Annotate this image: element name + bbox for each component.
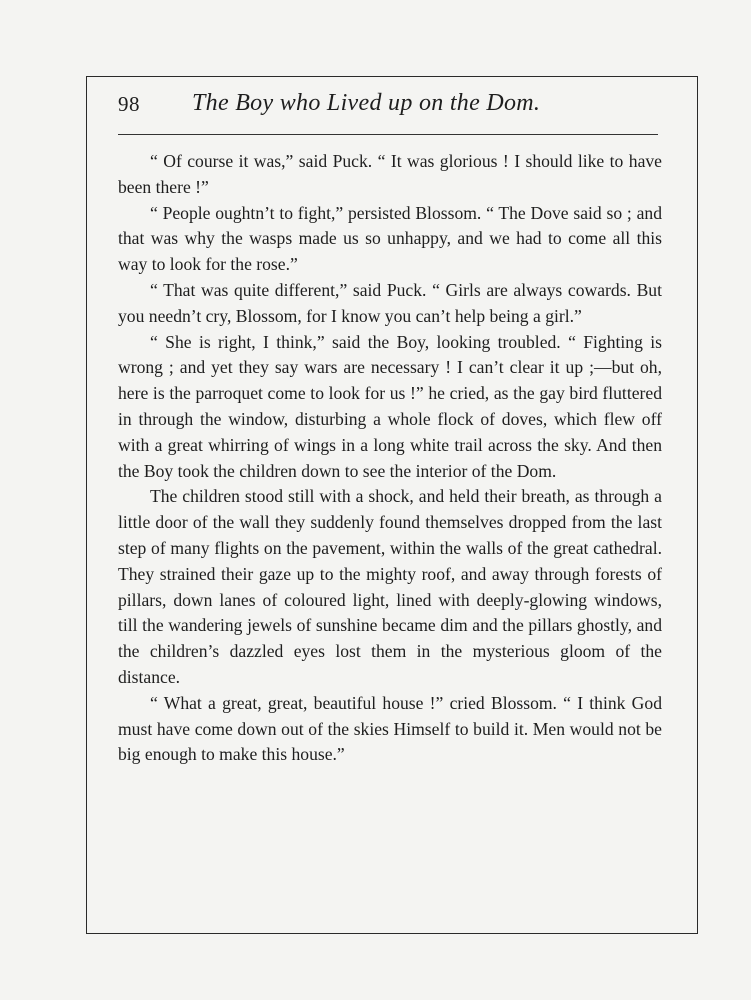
paragraph: “ People oughtn’t to fight,” persisted Blossom. “ The Dove said so ; and that was why the wasps made us so unhappy, and we had to come all this way to look for the rose.” [118,202,662,275]
paragraph: “ That was quite different,” said Puck. “ Girls are always cowards. But you needn’t cry, Blossom, for I know you can’t help being a girl.” [118,279,662,326]
header-rule [118,134,658,135]
paragraph: “ What a great, great, beautiful house !” cried Blossom. “ I think God must have come down out of the skies Himself to build it. Men would not be big enough to make this house.” [118,692,662,765]
body-text [118,149,662,768]
paragraph: The children stood still with a shock, and held their breath, as through a little door of the wall they suddenly found themselves dropped from the last step of many flights on the pavement, within the walls of the great cathedral. They strained their gaze up to the mighty roof, and away through forests of pillars, down lanes of coloured light, lined with deeply-glowing windows, till the wandering jewels of sunshine became dim and the pillars ghostly, and the children’s dazzled eyes lost them in the mysterious gloom of the distance. [118,486,662,687]
running-title: The Boy who Lived up on the Dom. [192,90,541,116]
page-number: 98 [118,92,140,116]
paragraph: “ Of course it was,” said Puck. “ It was glorious ! I should like to have been there !” [118,151,662,197]
page-header [118,90,658,126]
paragraph: “ She is right, I think,” said the Boy, looking troubled. “ Fighting is wrong ; and yet they say wars are necessary ! I can’t clear it up ;—but oh, here is the parroquet come to look for us !” he cried, as the gay bird fluttered in through the window, disturbing a whole flock of doves, which flew off with a great whirring of wings in a long white trail across the sky. And then the Boy took the children down to see the interior of the Dom. [118,331,662,481]
